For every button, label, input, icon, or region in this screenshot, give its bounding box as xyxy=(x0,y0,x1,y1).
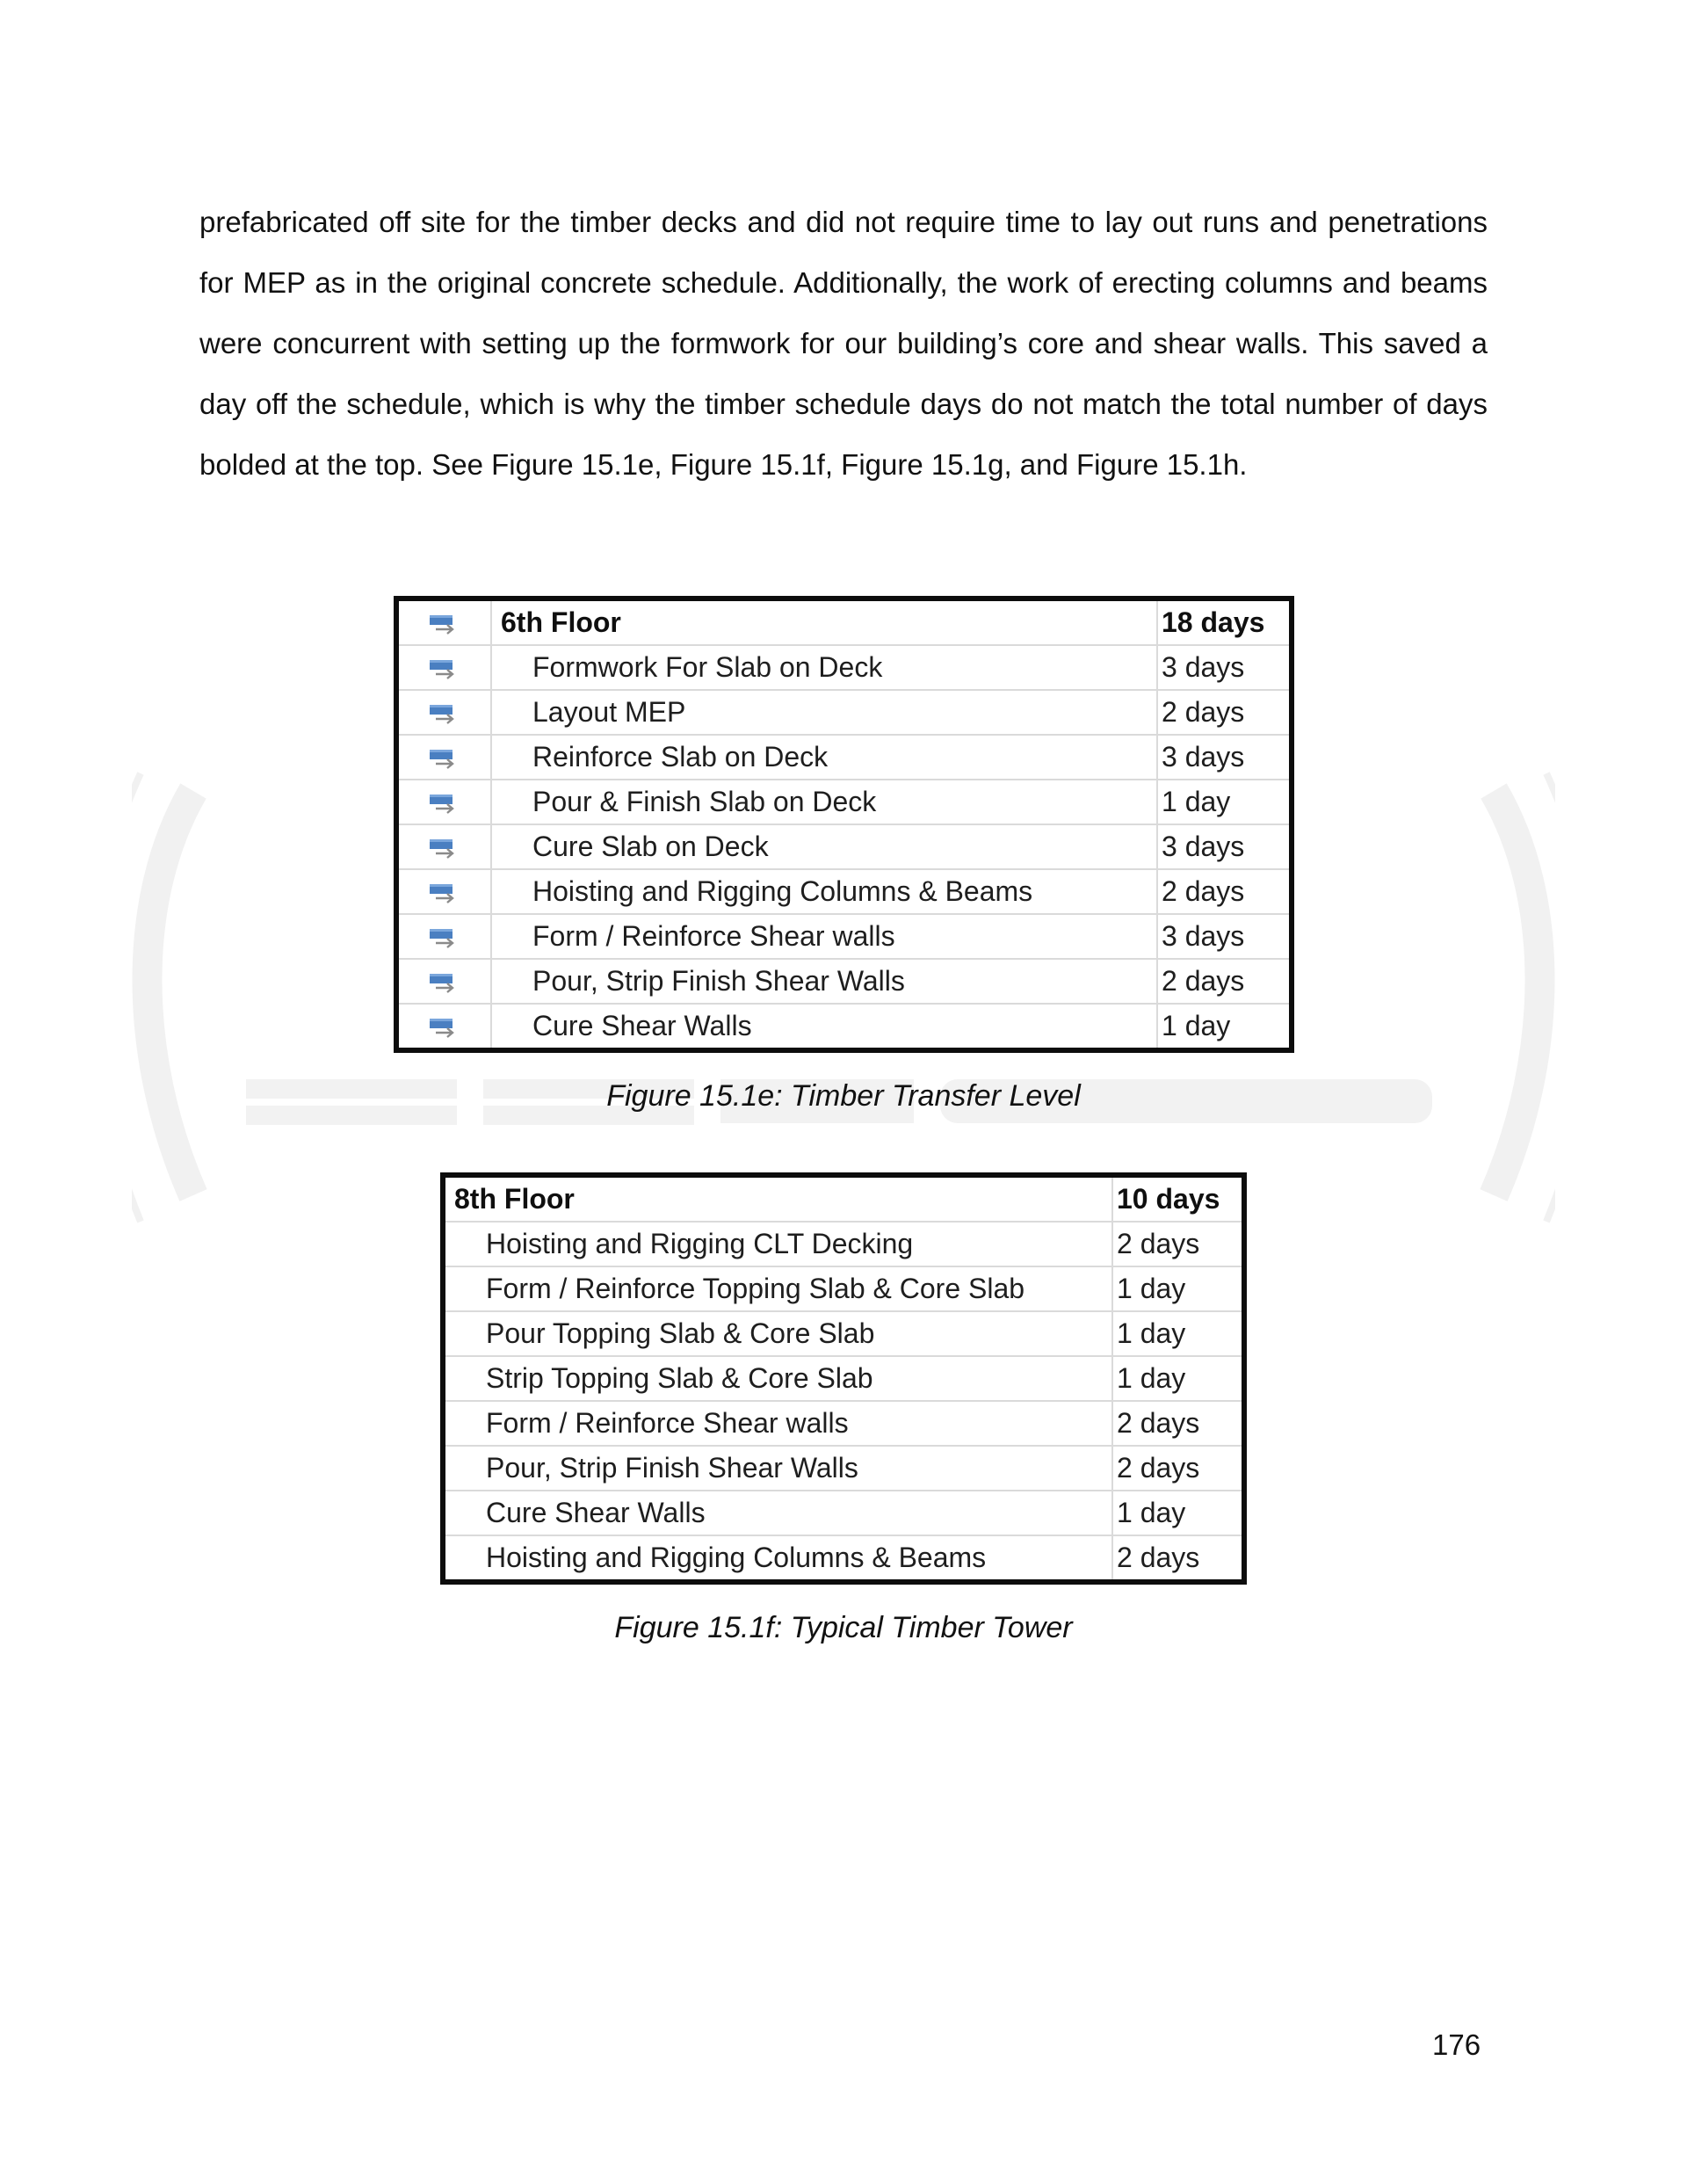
task-duration: 2 days xyxy=(1157,959,1292,1004)
task-duration: 3 days xyxy=(1157,645,1292,690)
task-duration: 1 day xyxy=(1112,1311,1244,1356)
task-row xyxy=(443,1401,1244,1446)
task-row xyxy=(443,1535,1244,1582)
task-mode-cell xyxy=(429,780,491,824)
task-name: 8th Floor xyxy=(443,1175,1112,1222)
task-duration: 18 days xyxy=(1157,599,1292,645)
task-name: Formwork For Slab on Deck xyxy=(491,645,1157,690)
row-spacer xyxy=(396,959,429,1004)
task-mode-cell xyxy=(429,824,491,869)
task-name: Hoisting and Rigging Columns & Beams xyxy=(443,1535,1112,1582)
task-name: Form / Reinforce Shear walls xyxy=(443,1401,1112,1446)
task-duration: 3 days xyxy=(1157,824,1292,869)
task-duration: 1 day xyxy=(1112,1356,1244,1401)
task-duration: 2 days xyxy=(1112,1222,1244,1266)
task-duration: 2 days xyxy=(1112,1446,1244,1491)
task-row xyxy=(396,914,1292,959)
summary-row xyxy=(396,599,1292,645)
task-name: Hoisting and Rigging CLT Decking xyxy=(443,1222,1112,1266)
task-duration: 1 day xyxy=(1112,1491,1244,1535)
task-row xyxy=(396,869,1292,914)
task-duration: 1 day xyxy=(1112,1266,1244,1311)
task-name: 6th Floor xyxy=(491,599,1157,645)
task-mode-icon xyxy=(429,703,459,726)
task-mode-cell xyxy=(429,599,491,645)
task-name: Hoisting and Rigging Columns & Beams xyxy=(491,869,1157,914)
task-mode-cell xyxy=(429,645,491,690)
task-row xyxy=(443,1311,1244,1356)
schedule-table-typical-tower xyxy=(440,1172,1247,1585)
task-mode-cell xyxy=(429,959,491,1004)
task-mode-cell xyxy=(429,735,491,780)
row-spacer xyxy=(396,599,429,645)
task-mode-cell xyxy=(429,914,491,959)
task-row xyxy=(396,824,1292,869)
task-name: Layout MEP xyxy=(491,690,1157,735)
task-name: Form / Reinforce Shear walls xyxy=(491,914,1157,959)
row-spacer xyxy=(396,914,429,959)
task-row xyxy=(443,1222,1244,1266)
task-name: Pour, Strip Finish Shear Walls xyxy=(491,959,1157,1004)
task-mode-icon xyxy=(429,613,459,636)
task-name: Cure Shear Walls xyxy=(443,1491,1112,1535)
row-spacer xyxy=(396,735,429,780)
task-name: Reinforce Slab on Deck xyxy=(491,735,1157,780)
task-name: Form / Reinforce Topping Slab & Core Slab xyxy=(443,1266,1112,1311)
task-name: Pour & Finish Slab on Deck xyxy=(491,780,1157,824)
task-name: Strip Topping Slab & Core Slab xyxy=(443,1356,1112,1401)
row-spacer xyxy=(396,1004,429,1050)
task-duration: 2 days xyxy=(1112,1401,1244,1446)
task-mode-icon xyxy=(429,838,459,860)
task-row xyxy=(396,645,1292,690)
task-row xyxy=(443,1446,1244,1491)
row-spacer xyxy=(396,690,429,735)
task-mode-icon xyxy=(429,882,459,905)
figure-caption-e: Figure 15.1e: Timber Transfer Level xyxy=(606,1079,1081,1113)
task-row xyxy=(443,1266,1244,1311)
row-spacer xyxy=(396,869,429,914)
task-name: Pour, Strip Finish Shear Walls xyxy=(443,1446,1112,1491)
task-mode-icon xyxy=(429,1017,459,1040)
page-number: 176 xyxy=(1432,2028,1481,2061)
task-name: Pour Topping Slab & Core Slab xyxy=(443,1311,1112,1356)
task-name: Cure Slab on Deck xyxy=(491,824,1157,869)
row-spacer xyxy=(396,645,429,690)
task-duration: 2 days xyxy=(1157,690,1292,735)
task-row xyxy=(396,959,1292,1004)
summary-row xyxy=(443,1175,1244,1222)
row-spacer xyxy=(396,824,429,869)
task-row xyxy=(443,1356,1244,1401)
task-duration: 3 days xyxy=(1157,735,1292,780)
body-paragraph: prefabricated off site for the timber decks and did not require time to lay out runs and penetrations for MEP as in the original concrete schedule. Additionally, the work of erecting columns and beams were concurrent with setting up the formwork for our building’s core and shear walls. This saved a day off the schedule, which is why the timber schedule days do not match the total number of days bolded at the top. See Figure 15.1e, Figure 15.1f, Figure 15.1g, and Figure 15.1h. xyxy=(199,206,1488,481)
figure-caption-f: Figure 15.1f: Typical Timber Tower xyxy=(614,1611,1073,1644)
task-mode-cell xyxy=(429,1004,491,1050)
task-mode-icon xyxy=(429,927,459,950)
task-row xyxy=(443,1491,1244,1535)
task-duration: 3 days xyxy=(1157,914,1292,959)
task-duration: 1 day xyxy=(1157,780,1292,824)
task-mode-icon xyxy=(429,972,459,995)
task-row xyxy=(396,1004,1292,1050)
task-duration: 10 days xyxy=(1112,1175,1244,1222)
task-mode-cell xyxy=(429,690,491,735)
task-row xyxy=(396,690,1292,735)
task-mode-cell xyxy=(429,869,491,914)
task-name: Cure Shear Walls xyxy=(491,1004,1157,1050)
task-duration: 2 days xyxy=(1117,1542,1200,1573)
task-duration: 2 days xyxy=(1157,869,1292,914)
task-duration: 1 day xyxy=(1162,1010,1231,1041)
row-spacer xyxy=(396,780,429,824)
task-row xyxy=(396,735,1292,780)
task-mode-icon xyxy=(429,658,459,681)
task-mode-icon xyxy=(429,748,459,771)
task-row xyxy=(396,780,1292,824)
schedule-table-transfer-level xyxy=(394,596,1294,1053)
task-mode-icon xyxy=(429,793,459,816)
